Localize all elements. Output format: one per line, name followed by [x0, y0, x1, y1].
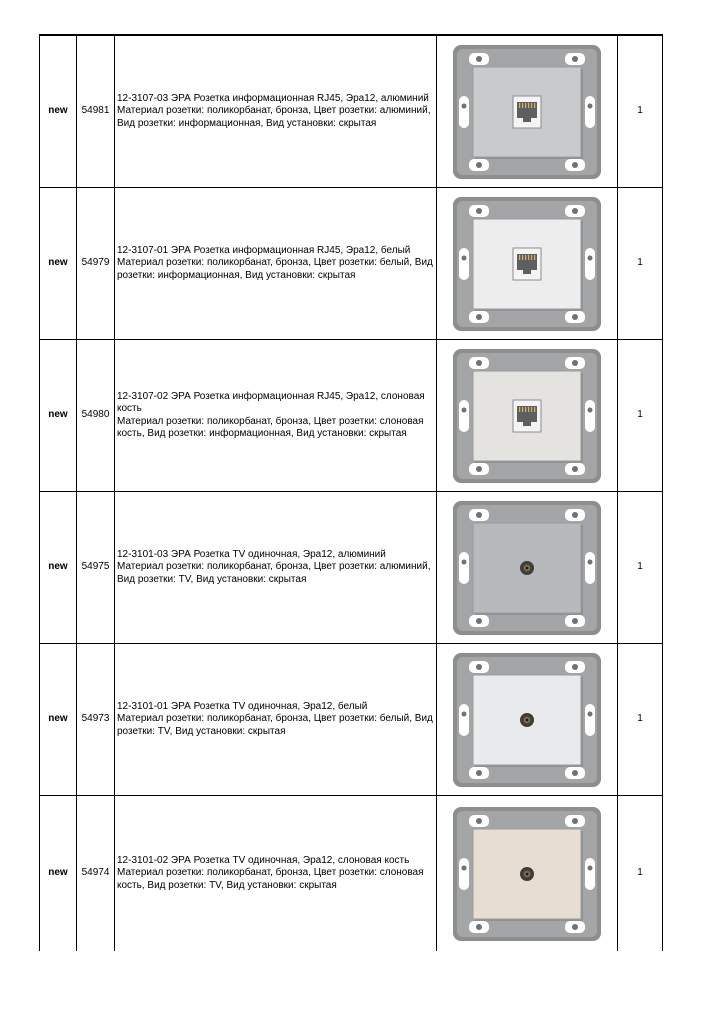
product-code: 54973 [77, 644, 115, 796]
table-row [40, 644, 663, 796]
product-code: 54979 [77, 188, 115, 340]
status-badge: new [40, 35, 77, 188]
product-description [115, 644, 437, 796]
status-badge: new [40, 188, 77, 340]
mounting-slot [459, 248, 469, 280]
product-table [39, 34, 663, 951]
quantity: 1 [618, 340, 663, 492]
product-title: 12-3101-01 ЭРА Розетка TV одиночная, Эра12, белый [117, 700, 368, 712]
status-badge: new [40, 340, 77, 492]
product-title: 12-3107-03 ЭРА Розетка информационная RJ45, Эра12, алюминий [117, 92, 429, 104]
status-badge: new [40, 644, 77, 796]
mounting-slot [459, 552, 469, 584]
tv-socket-image [447, 649, 607, 791]
product-specs: Материал розетки: поликорбанат, бронза, Цвет розетки: слоновая кость, Вид розетки: информационная, Вид установки: скрытая [117, 415, 424, 439]
product-image-cell [437, 188, 618, 340]
product-title: 12-3101-03 ЭРА Розетка TV одиночная, Эра12, алюминий [117, 548, 386, 560]
tv-socket-image [447, 497, 607, 639]
product-code: 54975 [77, 492, 115, 644]
status-badge: new [40, 796, 77, 952]
mounting-slot [459, 96, 469, 128]
product-code: 54974 [77, 796, 115, 952]
product-description [115, 492, 437, 644]
quantity: 1 [618, 188, 663, 340]
rj45-socket-image [447, 345, 607, 487]
mounting-slot [585, 858, 595, 890]
mounting-slot [585, 704, 595, 736]
product-image-cell [437, 35, 618, 188]
quantity: 1 [618, 644, 663, 796]
product-specs: Материал розетки: поликорбанат, бронза, Цвет розетки: белый, Вид розетки: информационная, Вид установки: скрытая [117, 257, 433, 281]
product-description [115, 340, 437, 492]
product-title: 12-3107-02 ЭРА Розетка информационная RJ45, Эра12, слоновая кость [117, 390, 425, 414]
product-description [115, 188, 437, 340]
table-row [40, 188, 663, 340]
rj45-socket-image [447, 41, 607, 183]
product-specs: Материал розетки: поликорбанат, бронза, Цвет розетки: белый, Вид розетки: TV, Вид установки: скрытая [117, 713, 433, 737]
tv-socket-image [447, 803, 607, 945]
mounting-slot [459, 400, 469, 432]
product-title: 12-3101-02 ЭРА Розетка TV одиночная, Эра12, слоновая кость [117, 854, 410, 866]
rj45-socket-image [447, 193, 607, 335]
mounting-slot [585, 96, 595, 128]
product-title: 12-3107-01 ЭРА Розетка информационная RJ45, Эра12, белый [117, 244, 411, 256]
quantity: 1 [618, 492, 663, 644]
table-row [40, 35, 663, 188]
product-code: 54980 [77, 340, 115, 492]
product-specs: Материал розетки: поликорбанат, бронза, Цвет розетки: слоновая кость, Вид розетки: TV, Вид установки: скрытая [117, 867, 424, 891]
product-specs: Материал розетки: поликорбанат, бронза, Цвет розетки: алюминий, Вид розетки: информационная, Вид установки: скрытая [117, 105, 431, 129]
product-image-cell [437, 796, 618, 952]
table-row [40, 492, 663, 644]
table-row [40, 340, 663, 492]
mounting-slot [585, 552, 595, 584]
product-description [115, 35, 437, 188]
product-image-cell [437, 492, 618, 644]
product-code: 54981 [77, 35, 115, 188]
mounting-slot [459, 858, 469, 890]
mounting-slot [459, 704, 469, 736]
mounting-slot [585, 400, 595, 432]
quantity: 1 [618, 35, 663, 188]
mounting-slot [585, 248, 595, 280]
product-description [115, 796, 437, 952]
table-row [40, 796, 663, 952]
product-image-cell [437, 340, 618, 492]
status-badge: new [40, 492, 77, 644]
quantity: 1 [618, 796, 663, 952]
product-image-cell [437, 644, 618, 796]
product-specs: Материал розетки: поликорбанат, бронза, Цвет розетки: алюминий, Вид розетки: TV, Вид установки: скрытая [117, 561, 431, 585]
